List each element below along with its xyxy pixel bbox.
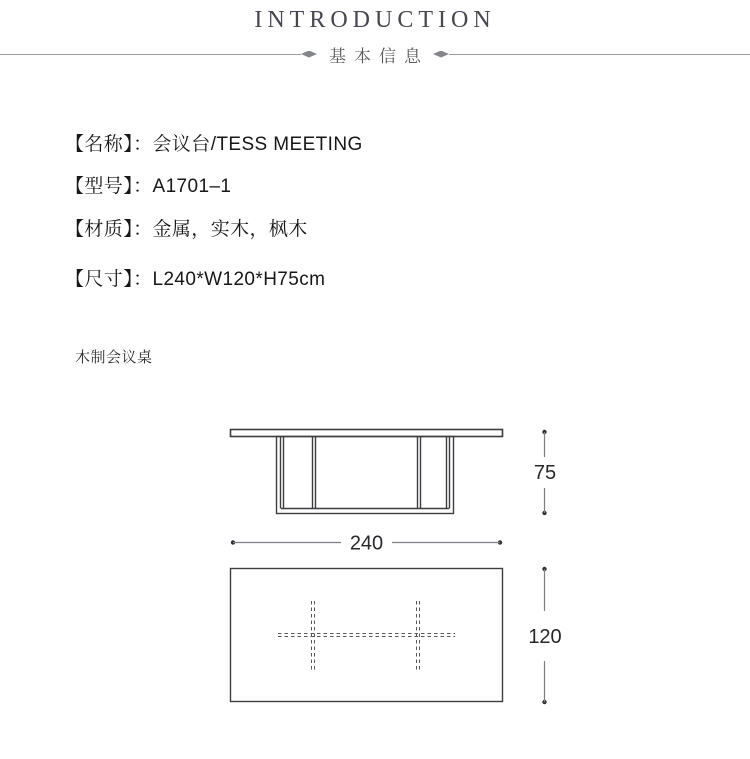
height-dimension: [534, 430, 556, 515]
tabletop-plan: [231, 569, 503, 702]
page-title: INTRODUCTION: [254, 7, 496, 33]
width-dimension: [528, 567, 561, 704]
section-subtitle: 基本信息: [329, 46, 429, 66]
table-leg-right: [418, 437, 450, 509]
hidden-stretcher-line: [278, 634, 455, 637]
width-dimension-label: 120: [528, 626, 562, 648]
top-view-drawing: [231, 569, 503, 702]
spec-row-size: 【尺寸】：L240*W120*H75cm: [65, 269, 326, 290]
length-dimension: [231, 533, 502, 555]
spec-row-model: 【型号】：A1701–1: [65, 176, 232, 197]
front-view-drawing: [231, 430, 503, 514]
height-dimension-label: 75: [533, 462, 557, 484]
tabletop: [231, 430, 503, 437]
spec-row-name: 【名称】：会议台/TESS MEETING: [65, 134, 363, 155]
table-base-frame: [277, 437, 454, 514]
table-leg-left: [281, 437, 316, 509]
spec-row-material: 【材质】：金属，实木，枫木: [65, 219, 308, 240]
drawing-caption: 木制会议桌: [75, 349, 153, 366]
length-dimension-label: 240: [349, 532, 384, 555]
